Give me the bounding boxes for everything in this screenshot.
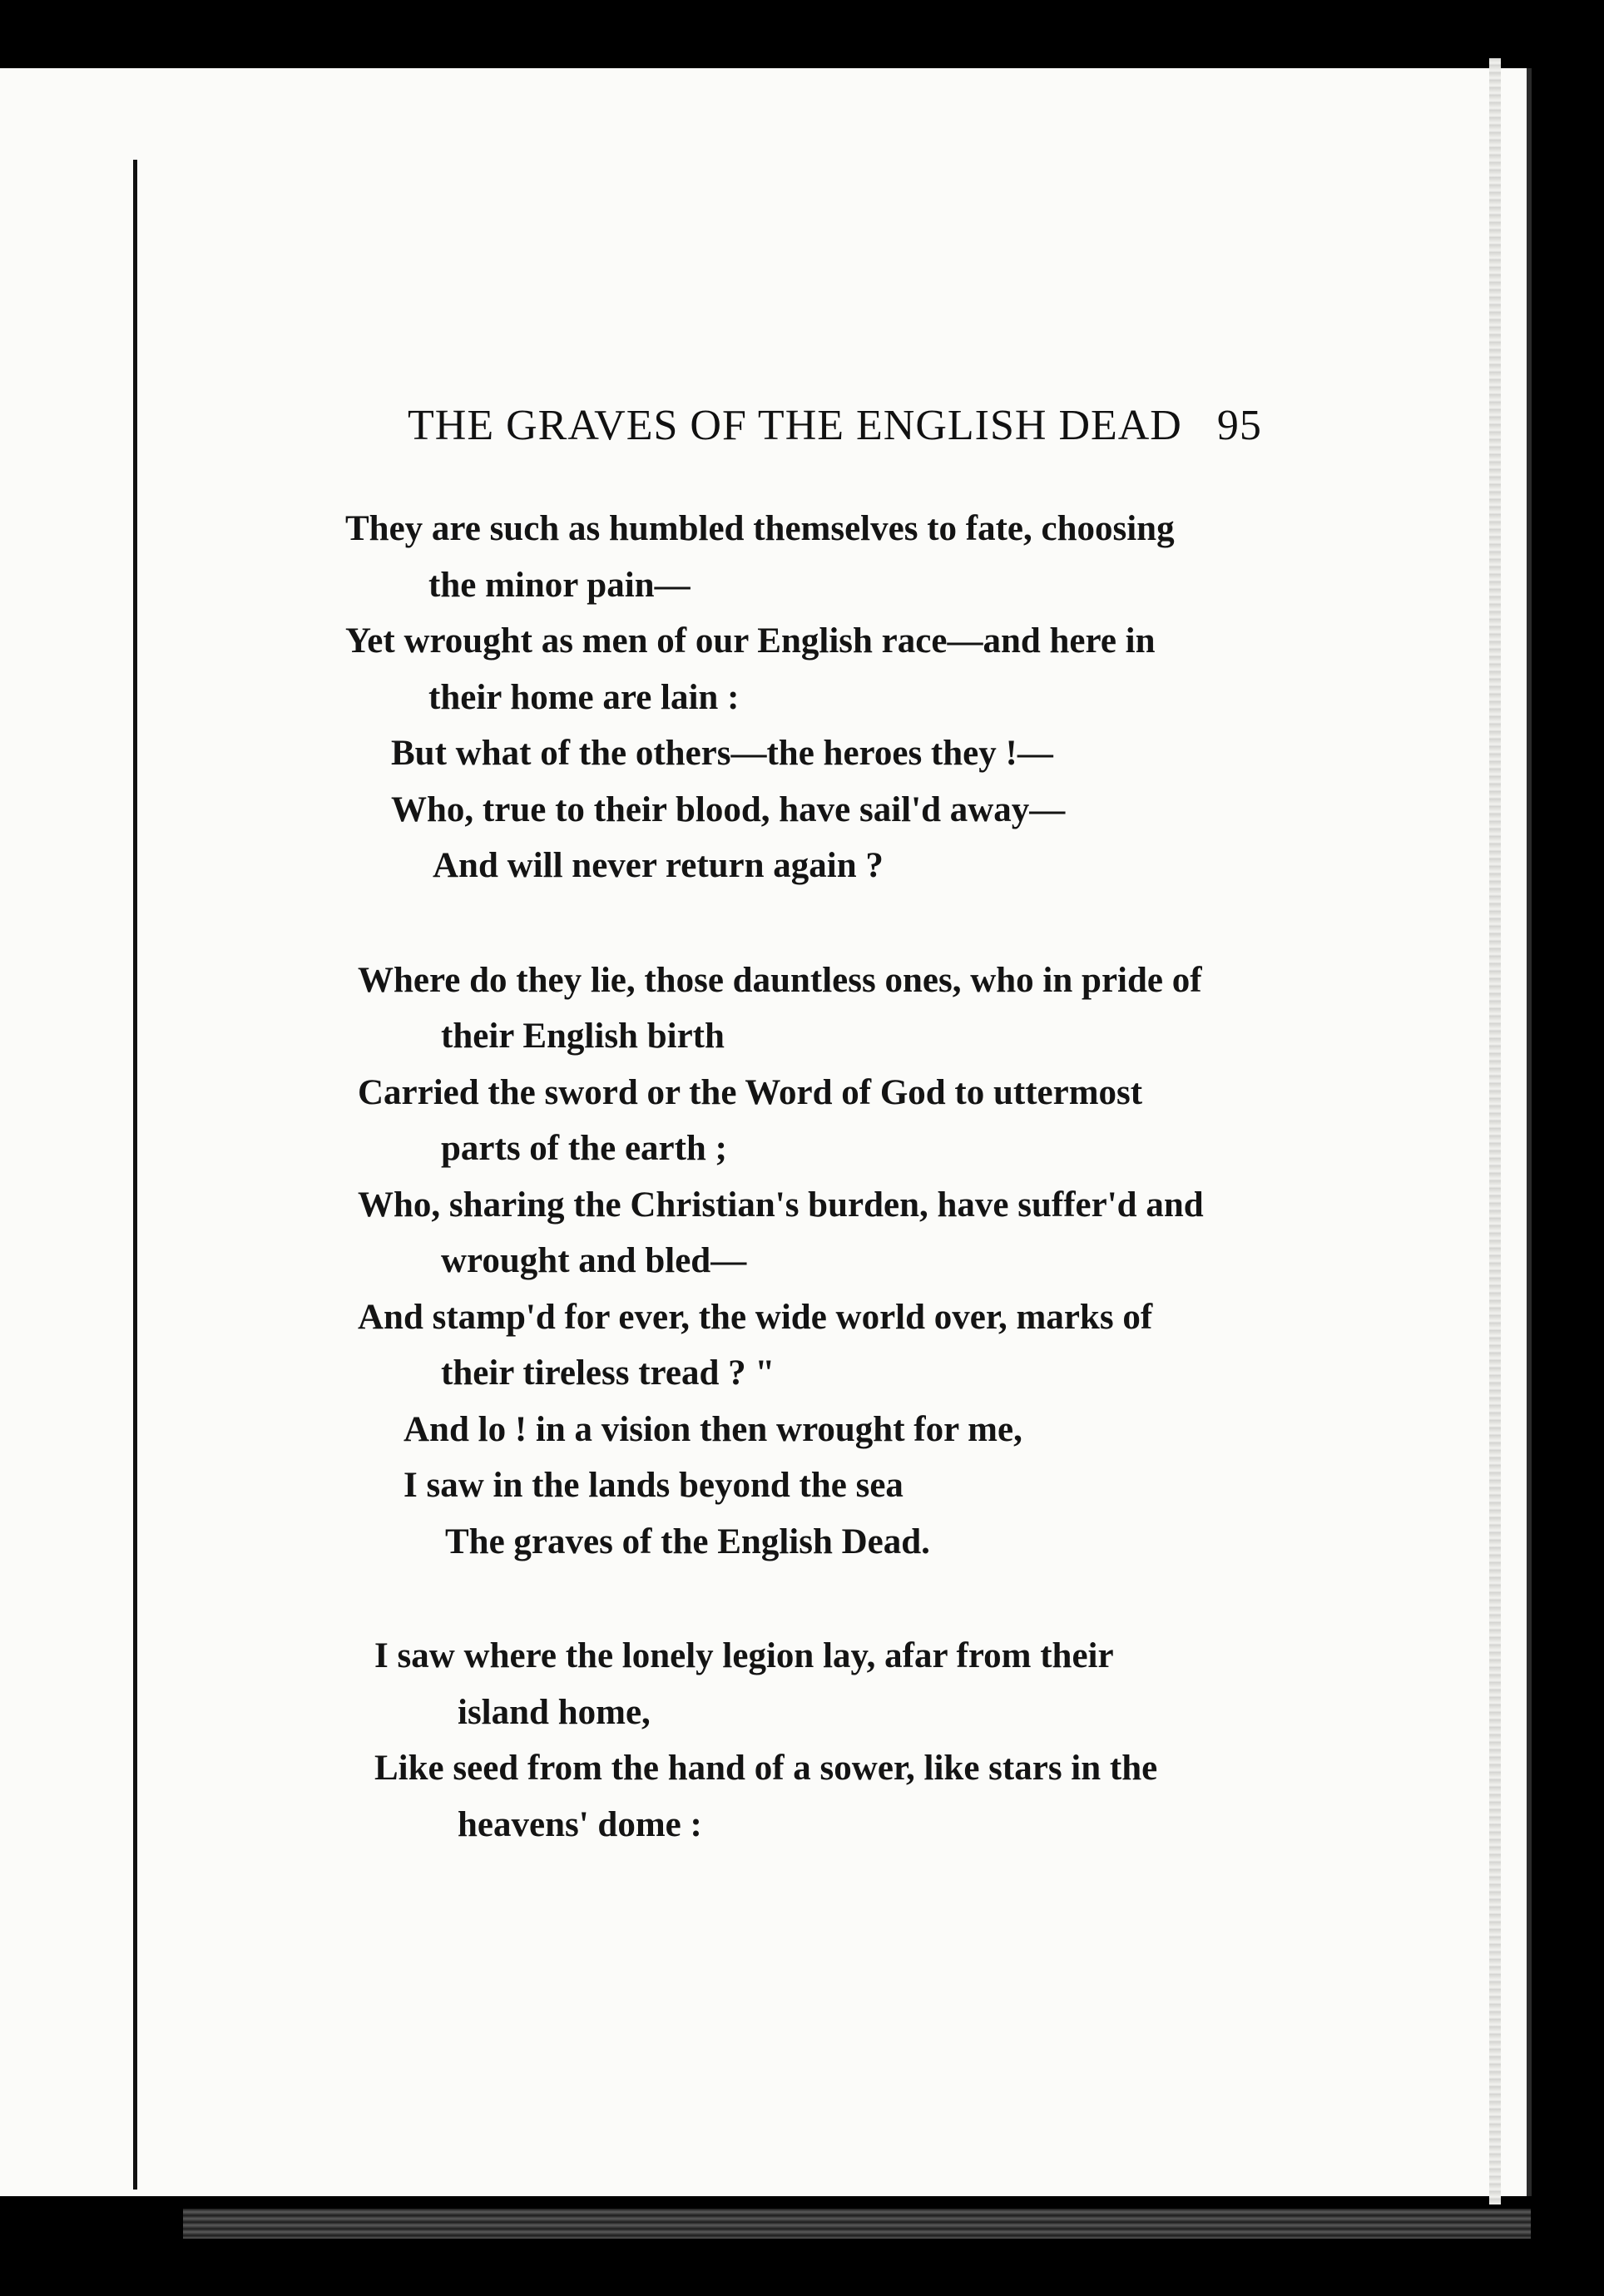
stanza-2 [345, 953, 1204, 1571]
poem-line: Who, true to their blood, have sail'd away— [391, 789, 1066, 829]
poem-line: parts of the earth ; [441, 1129, 727, 1168]
poem-line: Like seed from the hand of a sower, like stars in the [374, 1749, 1158, 1788]
poem-line: They are such as humbled themselves to fate, choosing [345, 509, 1175, 548]
stanza-1 [345, 501, 1204, 894]
poem-line: But what of the others—the heroes they !— [391, 734, 1053, 773]
poem-line: Who, sharing the Christian's burden, have suffer'd and [358, 1185, 1204, 1225]
poem-line: heavens' dome : [458, 1804, 702, 1844]
poem-line: their home are lain : [428, 677, 740, 717]
page-number: 95 [1216, 402, 1262, 449]
poem-line: island home, [458, 1692, 651, 1732]
running-head-title: THE GRAVES OF THE ENGLISH DEAD [408, 402, 1182, 449]
poem-line: I saw where the lonely legion lay, afar from their [374, 1636, 1114, 1675]
poem-line: the minor pain— [428, 565, 691, 605]
poem-line: Yet wrought as men of our English race—and here in [345, 621, 1156, 661]
poem-line: their English birth [441, 1017, 725, 1056]
stanza-break [345, 1570, 1204, 1628]
poem-line: wrought and bled— [441, 1241, 747, 1280]
poem-line: And stamp'd for ever, the wide world over, marks of [358, 1297, 1153, 1337]
poem-line: Carried the sword or the Word of God to uttermost [358, 1072, 1143, 1112]
poem-line: I saw in the lands beyond the sea [403, 1466, 903, 1505]
poem-line: The graves of the English Dead. [445, 1522, 930, 1561]
running-head [408, 401, 1262, 450]
stanza-break [345, 894, 1204, 953]
binding-edge-line [133, 160, 137, 2190]
poem-text [345, 501, 1204, 1853]
poem-line: And lo ! in a vision then wrought for me, [403, 1409, 1022, 1449]
book-page [0, 68, 1532, 2196]
poem-line: Where do they lie, those dauntless ones, who in pride of [358, 960, 1202, 1000]
poem-line: their tireless tread ? " [441, 1353, 775, 1393]
stanza-3 [345, 1628, 1204, 1853]
page-bottom-edge [183, 2209, 1531, 2239]
poem-line: And will never return again ? [433, 846, 884, 885]
page-fore-edge [1489, 58, 1501, 2204]
